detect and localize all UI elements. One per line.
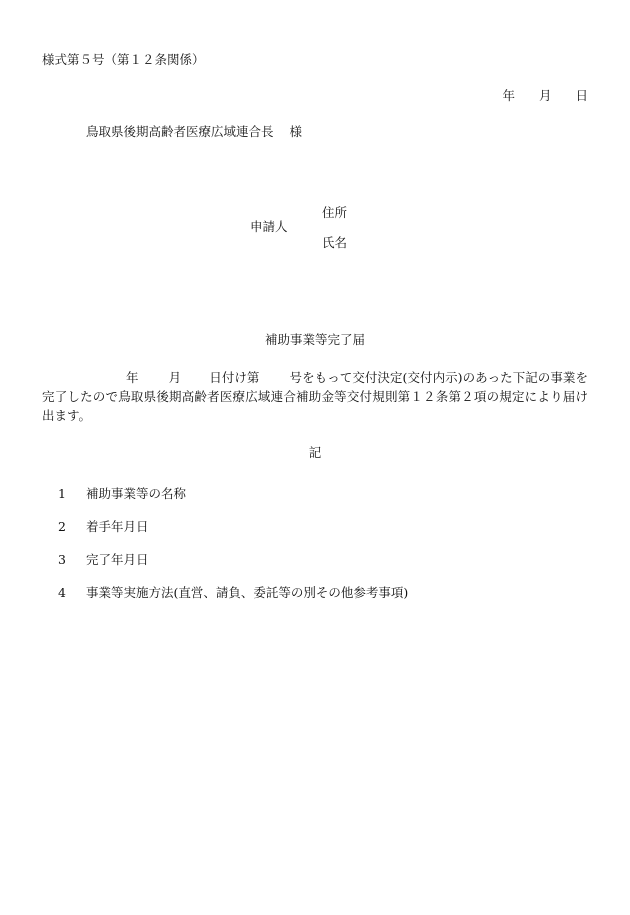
- addressee: [86, 124, 302, 140]
- item-list: [58, 486, 408, 618]
- list-item: [58, 486, 408, 519]
- body-text: 号をもって交付決定(交付内示)のあった下記の事業を完了したので鳥取県後期高齢者医療広域連合補助金等交付規則第１２条第２項の規定により届け出ます。: [42, 370, 588, 423]
- body-year: 年: [126, 370, 139, 385]
- item-label: 着手年月日: [86, 519, 149, 534]
- list-item: [58, 585, 408, 618]
- applicant-address-label: 住所: [322, 205, 348, 220]
- item-number: 4: [58, 585, 66, 600]
- body-month: 月: [168, 370, 182, 385]
- applicant-label: 申請人: [250, 219, 288, 234]
- item-label: 事業等実施方法(直営、請負、委託等の別その他参考事項): [86, 585, 409, 600]
- date-month: 月: [538, 88, 552, 103]
- addressee-name: 鳥取県後期高齢者医療広域連合長: [86, 124, 274, 139]
- body-paragraph: [42, 368, 588, 425]
- ki-heading: 記: [308, 445, 322, 460]
- form-number: 様式第５号（第１２条関係）: [42, 52, 205, 67]
- date-line: [482, 88, 588, 104]
- addressee-honorific: 様: [289, 124, 303, 139]
- list-item: [58, 519, 408, 552]
- date-day: 日: [575, 88, 588, 103]
- item-number: 1: [58, 486, 66, 501]
- date-year: 年: [502, 88, 515, 103]
- document-title: 補助事業等完了届: [264, 332, 365, 347]
- body-day-ref: 日付け第: [209, 370, 260, 385]
- list-item: [58, 552, 408, 585]
- item-number: 3: [58, 552, 66, 567]
- item-label: 補助事業等の名称: [86, 486, 187, 501]
- item-label: 完了年月日: [86, 552, 149, 567]
- applicant-name-label: 氏名: [322, 235, 348, 250]
- item-number: 2: [58, 519, 66, 534]
